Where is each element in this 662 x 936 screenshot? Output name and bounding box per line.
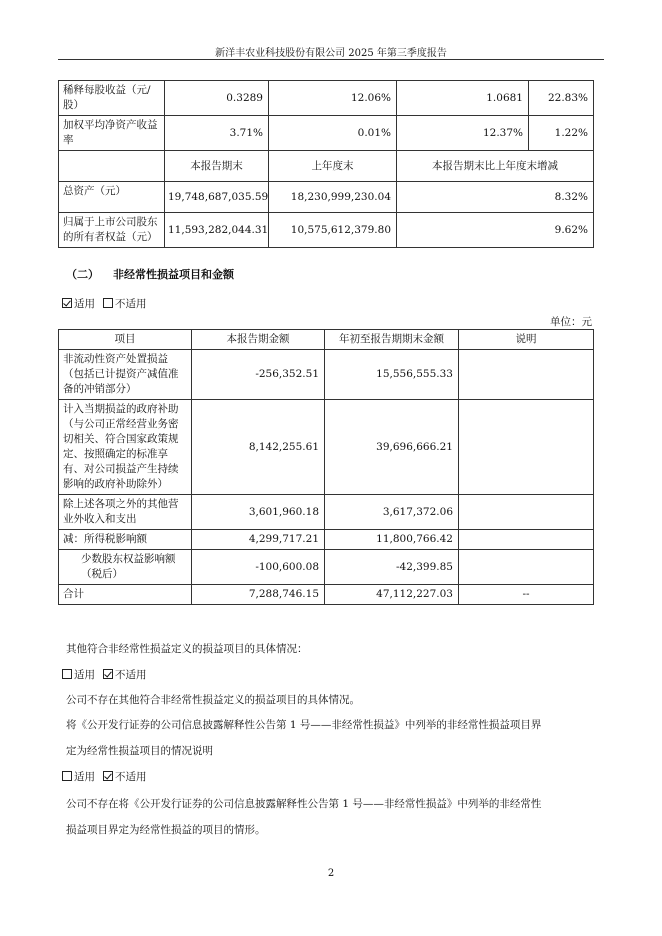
section-heading: [66, 266, 248, 282]
paragraph-reclassification-line1: 将《公开发行证券的公司信息披露解释性公告第 1 号——非经常性损益》中列举的非经常性损益项目界: [66, 719, 542, 731]
ytd-amount: 39,696,666.21: [325, 400, 459, 495]
checkbox-checked-icon[interactable]: [103, 771, 113, 781]
item-label: 减：所得税影响额: [59, 530, 192, 550]
current-amount: 7,288,746.15: [192, 585, 325, 605]
cell-value: 0.01%: [269, 116, 397, 151]
option-not-applicable[interactable]: 不适用: [103, 298, 147, 310]
option-not-applicable[interactable]: 不适用: [103, 669, 147, 681]
checkbox-checked-icon[interactable]: [62, 298, 72, 308]
note: [459, 400, 594, 495]
applicable-toggle-3: [62, 769, 155, 784]
cell-value: 10,575,612,379.80: [269, 213, 397, 248]
item-label: 除上述各项之外的其他营业外收入和支出: [59, 495, 192, 530]
cell-value: 1.22%: [529, 116, 594, 151]
cell-value: 12.06%: [269, 81, 397, 116]
ytd-amount: 3,617,372.06: [325, 495, 459, 530]
current-amount: 4,299,717.21: [192, 530, 325, 550]
cell-value: 11,593,282,044.31: [165, 213, 269, 248]
current-amount: -256,352.51: [192, 350, 325, 400]
table-row: [59, 530, 594, 550]
item-label: 非流动性资产处置损益（包括已计提资产减值准备的冲销部分）: [59, 350, 192, 400]
current-amount: 3,601,960.18: [192, 495, 325, 530]
current-amount: -100,600.08: [192, 550, 325, 585]
page-number: 2: [327, 868, 335, 879]
checkbox-empty-icon[interactable]: [103, 298, 113, 308]
table-row: [59, 81, 594, 116]
row-label: 加权平均净资产收益率: [59, 116, 165, 151]
ytd-amount: 11,800,766.42: [325, 530, 459, 550]
note: [459, 530, 594, 550]
column-header: 本报告期末: [165, 151, 269, 182]
note: [459, 350, 594, 400]
item-label: 计入当期损益的政府补助（与公司正常经营业务密切相关、符合国家政策规定、按照确定的标准享有、对公司损益产生持续影响的政府补助除外）: [59, 400, 192, 495]
unit-label: 单位：元: [550, 316, 592, 328]
option-applicable[interactable]: 适用: [62, 771, 95, 783]
row-label: 归属于上市公司股东的所有者权益（元）: [59, 213, 165, 248]
checkbox-checked-icon[interactable]: [103, 669, 113, 679]
table-row: [59, 400, 594, 495]
column-header: 上年度末: [269, 151, 397, 182]
column-header: 本报告期末比上年度末增减: [397, 151, 594, 182]
cell-value: 19,748,687,035.59: [165, 182, 269, 213]
cell-value: 3.71%: [165, 116, 269, 151]
row-label: 总资产（元）: [59, 182, 165, 213]
non-recurring-items-table: [58, 329, 594, 605]
note: --: [459, 585, 594, 605]
page-header-title: 新洋丰农业科技股份有限公司 2025 年第三季度报告: [215, 48, 447, 59]
table-row: [59, 182, 594, 213]
option-applicable[interactable]: 适用: [62, 669, 95, 681]
note: [459, 550, 594, 585]
cell-value: 12.37%: [397, 116, 529, 151]
table-row: [59, 213, 594, 248]
checkbox-empty-icon[interactable]: [62, 771, 72, 781]
ytd-amount: -42,399.85: [325, 550, 459, 585]
column-header: 年初至报告期期末金额: [325, 330, 459, 350]
cell-value: 8.32%: [397, 182, 594, 213]
cell-value: 22.83%: [529, 81, 594, 116]
paragraph-statement: 公司不存在其他符合非经常性损益定义的损益项目的具体情况。: [66, 694, 360, 706]
table-row: [59, 116, 594, 151]
financial-summary-table: [58, 80, 594, 248]
applicable-toggle-1: [62, 296, 155, 311]
empty-cell: [59, 151, 165, 182]
paragraph-other-items: 其他符合非经常性损益定义的损益项目的具体情况：: [66, 643, 308, 655]
ytd-amount: 15,556,555.33: [325, 350, 459, 400]
current-amount: 8,142,255.61: [192, 400, 325, 495]
section-number: （二）: [66, 268, 99, 281]
table-row: [59, 550, 594, 585]
paragraph-conclusion-line1: 公司不存在将《公开发行证券的公司信息披露解释性公告第 1 号——非经常性损益》中列举的非经常性: [66, 798, 542, 810]
cell-value: 9.62%: [397, 213, 594, 248]
table-header-row: [59, 330, 594, 350]
table-total-row: [59, 585, 594, 605]
table-row: [59, 495, 594, 530]
applicable-toggle-2: [62, 667, 155, 682]
paragraph-reclassification-line2: 定为经常性损益项目的情况说明: [66, 745, 213, 757]
section-title: 非经常性损益项目和金额: [113, 268, 234, 281]
cell-value: 18,230,999,230.04: [269, 182, 397, 213]
option-not-applicable[interactable]: 不适用: [103, 771, 147, 783]
note: [459, 495, 594, 530]
ytd-amount: 47,112,227.03: [325, 585, 459, 605]
option-applicable[interactable]: 适用: [62, 298, 95, 310]
item-label: 合计: [59, 585, 192, 605]
cell-value: 0.3289: [165, 81, 269, 116]
column-header: 说明: [459, 330, 594, 350]
row-label: 稀释每股收益（元/股）: [59, 81, 165, 116]
item-label: 少数股东权益影响额（税后）: [59, 550, 192, 585]
column-header: 本报告期金额: [192, 330, 325, 350]
column-header: 项目: [59, 330, 192, 350]
header-divider: [58, 59, 604, 60]
paragraph-conclusion-line2: 损益项目界定为经常性损益的项目的情形。: [66, 824, 266, 836]
cell-value: 1.0681: [397, 81, 529, 116]
table-row: [59, 350, 594, 400]
checkbox-empty-icon[interactable]: [62, 669, 72, 679]
table-subheader: [59, 151, 594, 182]
